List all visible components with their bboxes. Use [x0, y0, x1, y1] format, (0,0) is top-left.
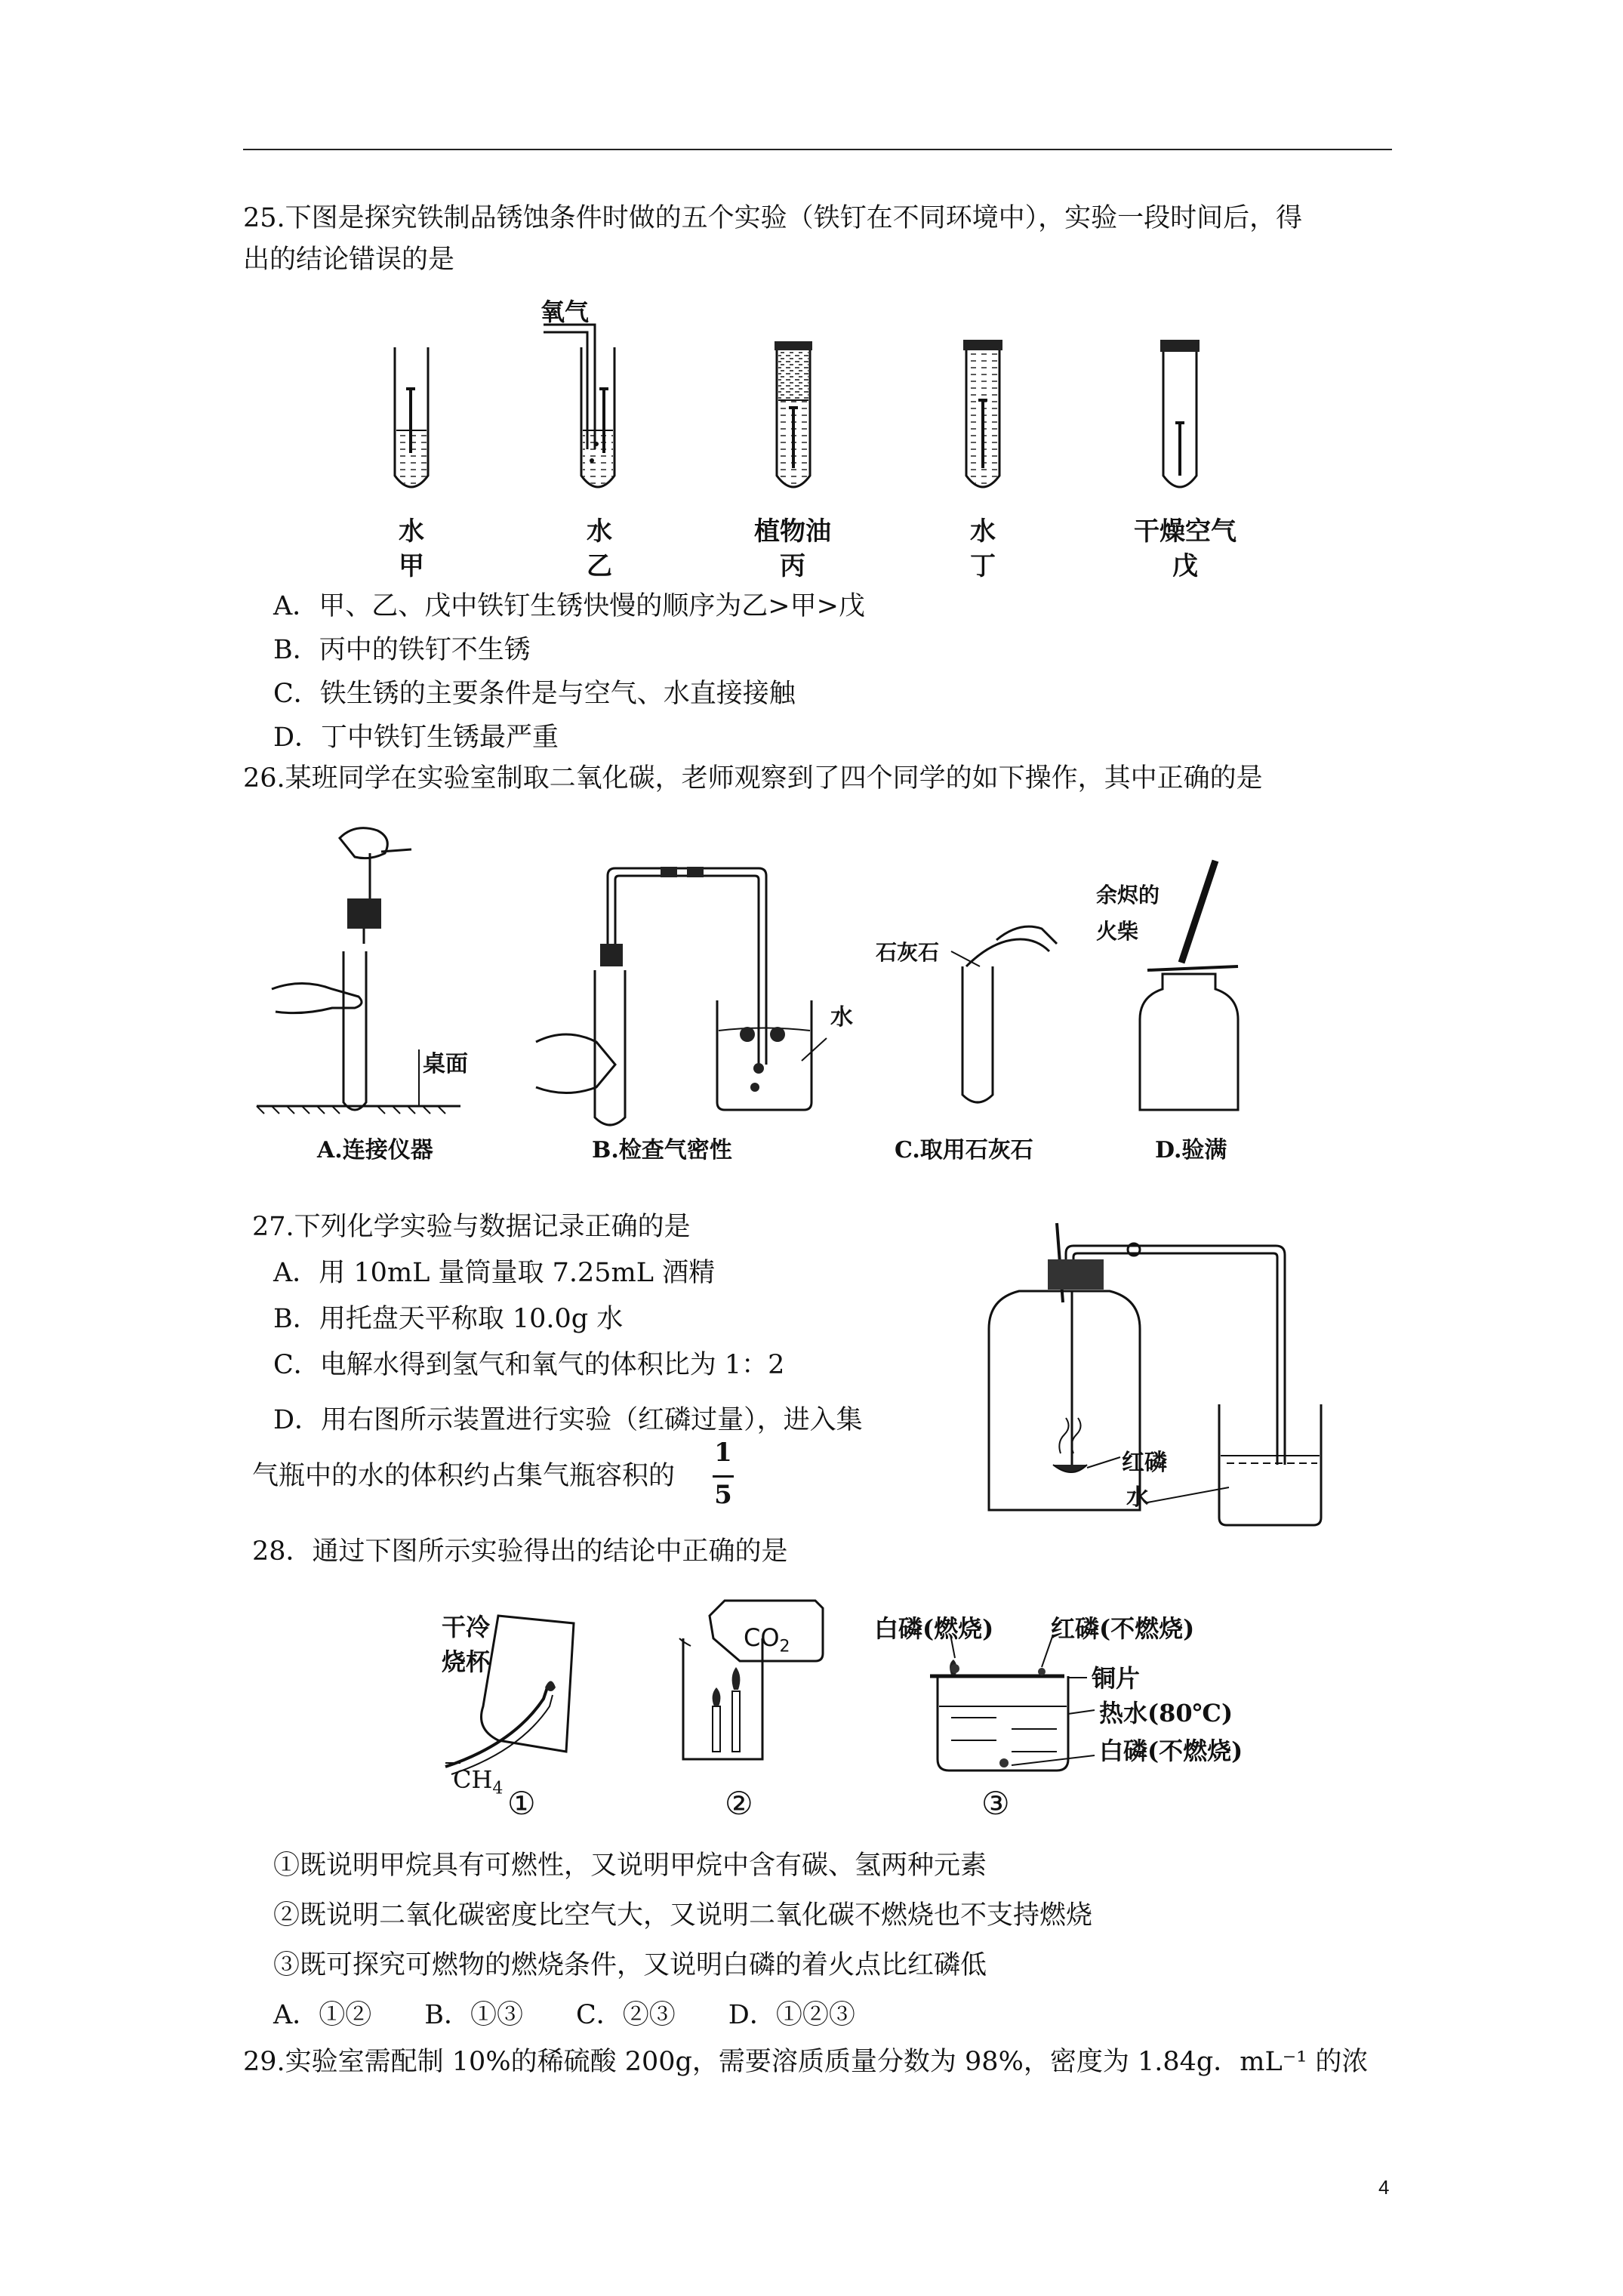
q25-option-d: D．丁中铁钉生锈最严重: [273, 723, 559, 753]
q27-stem: 27.下列化学实验与数据记录正确的是: [252, 1212, 691, 1242]
q28-options: A．①② B．①③ C．②③ D．①②③: [273, 2000, 855, 2030]
tube-wu-name: 戊: [1172, 551, 1198, 581]
q28-hot-water-label: 热水(80℃): [1099, 1699, 1233, 1727]
tube-ding: [963, 340, 1002, 487]
q25-oxygen-label: 氧气: [540, 297, 590, 326]
q26-water-label: 水: [830, 1004, 853, 1031]
q28-statement-2: ②既说明二氧化碳密度比空气大，又说明二氧化碳不燃烧也不支持燃烧: [273, 1900, 1093, 1931]
q26-caption-c: C.取用石灰石: [895, 1137, 1033, 1163]
q26-match-label-2: 火柴: [1096, 919, 1139, 944]
q25-option-b: B．丙中的铁钉不生锈: [273, 635, 531, 665]
tube-yi-name: 乙: [587, 551, 612, 581]
header-rule: [243, 149, 1392, 150]
q29-stem: 29.实验室需配制 10%的稀硫酸 200g，需要溶质质量分数为 98%，密度为 1.84g．mL⁻¹ 的浓: [243, 2047, 1369, 2077]
q28-copper-label: 铜片: [1092, 1664, 1141, 1693]
q27-option-d: D．用右图所示装置进行实验（红磷过量），进入集: [273, 1405, 863, 1435]
fig-c: [951, 926, 1057, 1102]
q27-red-p-label: 红磷: [1122, 1450, 1167, 1476]
q28-co2-label: $CO_2$: [744, 1623, 790, 1657]
q26-caption-b: B.检查气密性: [592, 1137, 732, 1163]
q26-operations-figure: [257, 815, 1268, 1133]
q27-option-c: C．电解水得到氢气和氧气的体积比为 1：2: [273, 1350, 785, 1380]
q28-beaker-label-1: 干冷: [442, 1613, 491, 1641]
q28-white-p-label: 白磷(不燃烧): [1099, 1737, 1243, 1765]
q26-stem: 26.某班同学在实验室制取二氧化碳，老师观察到了四个同学的如下操作，其中正确的是: [243, 763, 1263, 794]
q26-match-label-1: 余烬的: [1096, 883, 1160, 908]
q28-ch4-label: $CH_4$: [453, 1765, 504, 1798]
q28-statement-1: ①既说明甲烷具有可燃性，又说明甲烷中含有碳、氢两种元素: [273, 1851, 987, 1881]
q27-option-a: A．用 10mL 量筒量取 7.25mL 酒精: [273, 1258, 716, 1288]
q28-statement-3: ③既可探究可燃物的燃烧条件，又说明白磷的着火点比红磷低: [273, 1950, 987, 1980]
q26-limestone-label: 石灰石: [876, 940, 940, 965]
fraction-numerator: 1: [714, 1438, 732, 1468]
tube-wu: [1160, 340, 1200, 487]
q28-figure-number-3: ③: [981, 1785, 1010, 1822]
tube-bing: [775, 341, 812, 487]
q27-option-b: B．用托盘天平称取 10.0g 水: [273, 1304, 624, 1334]
q28-figure-number-1: ①: [507, 1785, 536, 1822]
page-number: 4: [1378, 2176, 1390, 2199]
q28-beaker-label-2: 烧杯: [442, 1647, 491, 1676]
q25-option-c: C．铁生锈的主要条件是与空气、水直接接触: [273, 679, 796, 709]
exp-3: [930, 1635, 1095, 1771]
q27-option-d-cont: 气瓶中的水的体积约占集气瓶容积的: [252, 1461, 676, 1491]
q28-white-p-burning-label: 白磷(燃烧): [874, 1614, 994, 1643]
tube-jia-name: 甲: [399, 551, 424, 581]
q26-caption-a: A.连接仪器: [317, 1137, 433, 1163]
q28-red-p-label: 红磷(不燃烧): [1051, 1614, 1195, 1643]
q25-stem-line-1: 25.下图是探究铁制品锈蚀条件时做的五个实验（铁钉在不同环境中），实验一段时间后，得: [243, 203, 1303, 233]
fraction-denominator: 5: [714, 1480, 732, 1510]
tube-jia-medium: 水: [399, 516, 424, 547]
tube-wu-medium: 干燥空气: [1134, 516, 1236, 547]
tube-bing-medium: 植物油: [754, 516, 831, 547]
tube-jia: [395, 347, 428, 487]
q25-test-tubes-figure: [377, 317, 1283, 513]
tube-bing-name: 丙: [780, 551, 805, 581]
tube-yi-medium: 水: [587, 516, 612, 547]
q25-stem-line-2: 出的结论错误的是: [243, 245, 455, 275]
q28-stem: 28．通过下图所示实验得出的结论中正确的是: [252, 1536, 788, 1567]
q28-figure-number-2: ②: [725, 1785, 753, 1822]
q26-desk-label: 桌面: [423, 1051, 468, 1077]
tube-yi: [544, 325, 614, 487]
q26-caption-d: D.验满: [1155, 1137, 1227, 1163]
q25-option-a: A．甲、乙、戊中铁钉生锈快慢的顺序为乙>甲>戊: [273, 591, 865, 621]
fraction-bar: [713, 1475, 734, 1478]
tube-ding-name: 丁: [970, 551, 996, 581]
q27-water-label: 水: [1126, 1484, 1149, 1511]
fig-b: [536, 867, 827, 1125]
tube-ding-medium: 水: [970, 516, 996, 547]
